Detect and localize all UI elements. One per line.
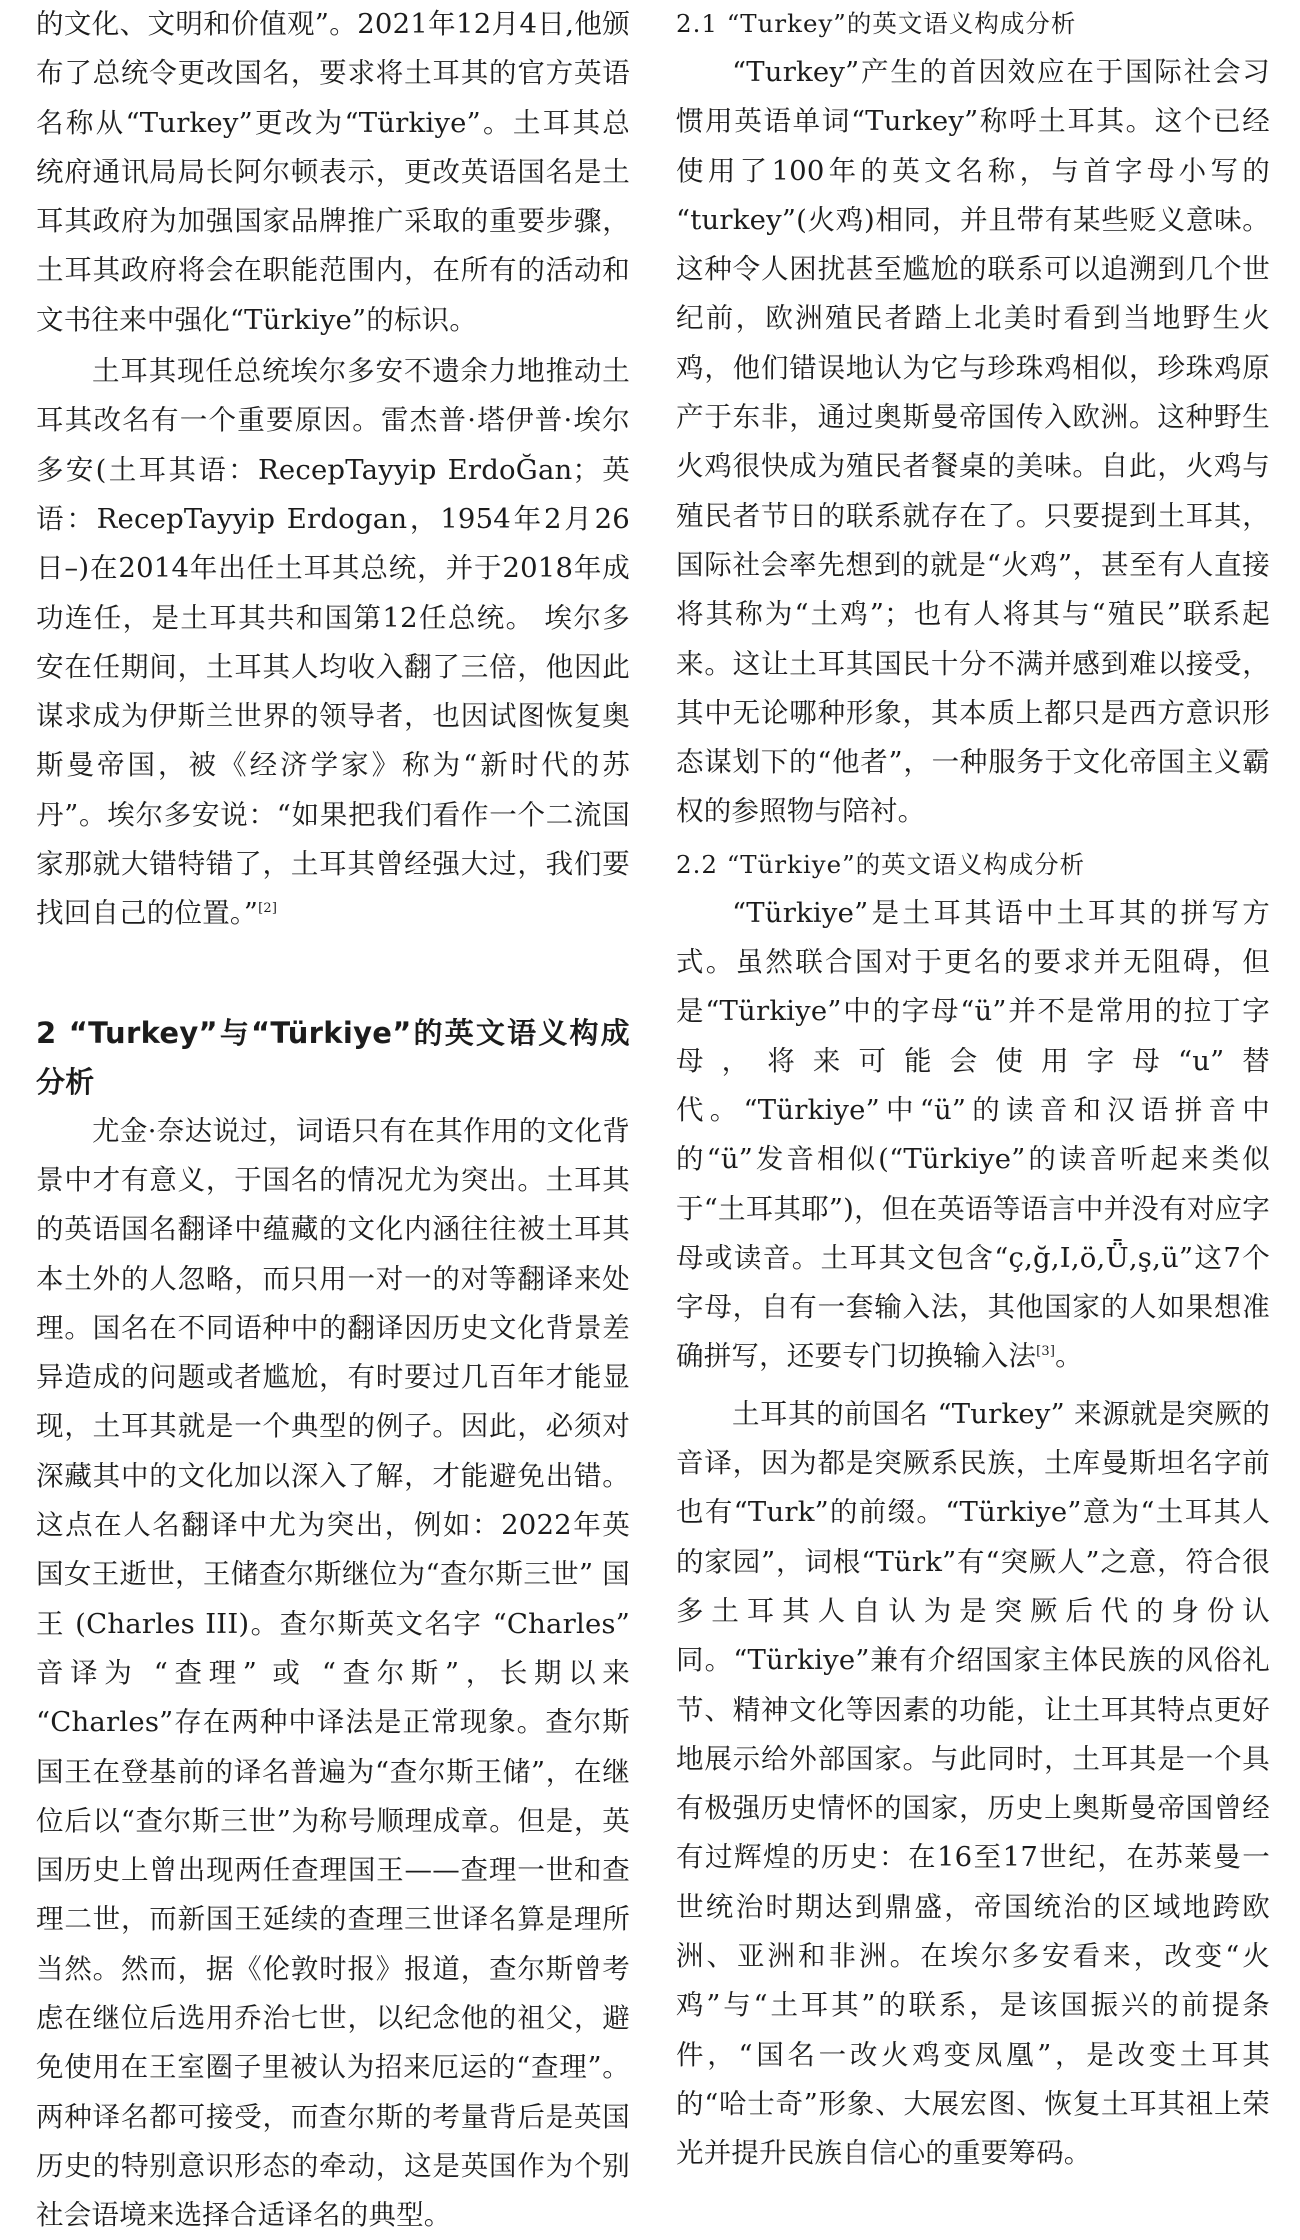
left-column — [36, 0, 630, 2232]
paragraph-erdogan-text: 土耳其现任总统埃尔多安不遗余力地推动土耳其改名有一个重要原因。雷杰普·塔伊普·埃尔多安(土耳其语：RecepTayyip ErdoĞan；英语：RecepTayyip Erdogan，1954年2月26日–)在2014年出任土耳其总统，并于2018年成功连任，是土耳其共和国第12任总统。 埃尔多安在任期间，土耳其人均收入翻了三倍，他因此谋求成为伊斯兰世界的领导者，也因试图恢复奥斯曼帝国，被《经济学家》称为“新时代的苏丹”。埃尔多安说：“如果把我们看作一个二流国家那就大错特错了，土耳其曾经强大过，我们要找回自己的位置。” — [36, 355, 630, 930]
citation-ref-2: [2] — [258, 901, 278, 917]
subsection-heading-2-2: 2.2 “Türkiye”的英文语义构成分析 — [676, 849, 1086, 879]
subsection-heading-2-1: 2.1 “Turkey”的英文语义构成分析 — [676, 9, 1077, 38]
paragraph-turkiye-end: 。 — [1055, 1340, 1083, 1373]
paragraph-erdogan — [36, 347, 630, 939]
paragraph-continued: 的文化、文明和价值观”。2021年12月4日,他颁布了总统令更改国名，要求将土耳其的官方英语名称从“Turkey”更改为“Türkiye”。土耳其总统府通讯局局长阿尔顿表示，更改英语国名是土耳其政府为加强国家品牌推广采取的重要步骤，土耳其政府将会在职能范围内，在所有的活动和文书往来中强化“Türkiye”的标识。 — [36, 8, 630, 336]
paragraph-turkiye-text: “Türkiye”是土耳其语中土耳其的拼写方式。虽然联合国对于更名的要求并无阻碍，但是“Türkiye”中的字母“ü”并不是常用的拉丁字母，将来可能会使用字母“u”替代。“Türkiye”中“ü”的读音和汉语拼音中的“ü”发音相似(“Türkiye”的读音听起来类似于“土耳其耶”)，但在英语等语言中并没有对应字母或读音。土耳其文包含“ç,ğ,I,ö,Ǖ,ş,ü”这7个字母，自有一套输入法，其他国家的人如果想准确拼写，还要专门切换输入法 — [676, 896, 1270, 1373]
paragraph-turkey: “Turkey”产生的首因效应在于国际社会习惯用英语单词“Turkey”称呼土耳其。这个已经使用了100年的英文名称，与首字母小写的 “turkey”(火鸡)相同，并且带有某些贬义意味。这种令人困扰甚至尴尬的联系可以追溯到几个世纪前，欧洲殖民者踏上北美时看到当地野生火鸡，他们错误地认为它与珍珠鸡相似，珍珠鸡原产于东非，通过奥斯曼帝国传入欧洲。这种野生火鸡很快成为殖民者餐桌的美味。自此，火鸡与殖民者节日的联系就存在了。只要提到土耳其，国际社会率先想到的就是“火鸡”，甚至有人直接将其称为“土鸡”；也有人将其与“殖民”联系起来。这让土耳其国民十分不满并感到难以接受，其中无论哪种形象，其本质上都只是西方意识形态谋划下的“他者”，一种服务于文化帝国主义霸权的参照物与陪衬。 — [676, 56, 1270, 828]
paragraph-nida: 尤金·奈达说过，词语只有在其作用的文化背景中才有意义，于国名的情况尤为突出。土耳其的英语国名翻译中蕴藏的文化内涵往往被土耳其本土外的人忽略，而只用一对一的对等翻译来处理。国名在不同语种中的翻译因历史文化背景差异造成的问题或者尴尬，有时要过几百年才能显现，土耳其就是一个典型的例子。因此，必须对深藏其中的文化加以深入了解，才能避免出错。这点在人名翻译中尤为突出，例如：2022年英国女王逝世，王储查尔斯继位为“查尔斯三世” 国王 (Charles III)。查尔斯英文名字 “Charles” 音译为 “查理” 或 “查尔斯”，长期以来 “Charles”存在两种中译法是正常现象。查尔斯国王在登基前的译名普遍为“查尔斯王储”，在继位后以“查尔斯三世”为称号顺理成章。但是，英国历史上曾出现两任查理国王——查理一世和查理二世，而新国王延续的查理三世译名算是理所当然。然而，据《伦敦时报》报道，查尔斯曾考虑在继位后选用乔治七世，以纪念他的祖父，避免使用在王室圈子里被认为招来厄运的“查理”。两种译名都可接受，而查尔斯的考量背后是英国历史的特别意识形态的牵动，这是英国作为个别社会语境来选择合适译名的典型。 — [36, 1114, 630, 2232]
paragraph-former-name: 土耳其的前国名 “Turkey” 来源就是突厥的音译，因为都是突厥系民族，土库曼斯坦名字前也有“Turk”的前缀。“Türkiye”意为“土耳其人的家园”，词根“Türk”有“突厥人”之意，符合很多土耳其人自认为是突厥后代的身份认同。“Türkiye”兼有介绍国家主体民族的风俗礼节、精神文化等因素的功能，让土耳其特点更好地展示给外部国家。与此同时，土耳其是一个具有极强历史情怀的国家，历史上奥斯曼帝国曾经有过辉煌的历史：在16至17世纪，在苏莱曼一世统治时期达到鼎盛，帝国统治的区域地跨欧洲、亚洲和非洲。在埃尔多安看来，改变“火鸡”与“土耳其”的联系，是该国振兴的前提条件，“国名一改火鸡变凤凰”，是改变土耳其的“哈士奇”形象、大展宏图、恢复土耳其祖上荣光并提升民族自信心的重要筹码。 — [676, 1397, 1270, 2170]
right-column — [676, 0, 1270, 2170]
section-heading: 2 “Turkey”与“Türkiye”的英文语义构成分析 — [36, 1015, 630, 1099]
paragraph-turkiye — [676, 889, 1270, 1382]
citation-ref-3: [3] — [1036, 1344, 1056, 1360]
